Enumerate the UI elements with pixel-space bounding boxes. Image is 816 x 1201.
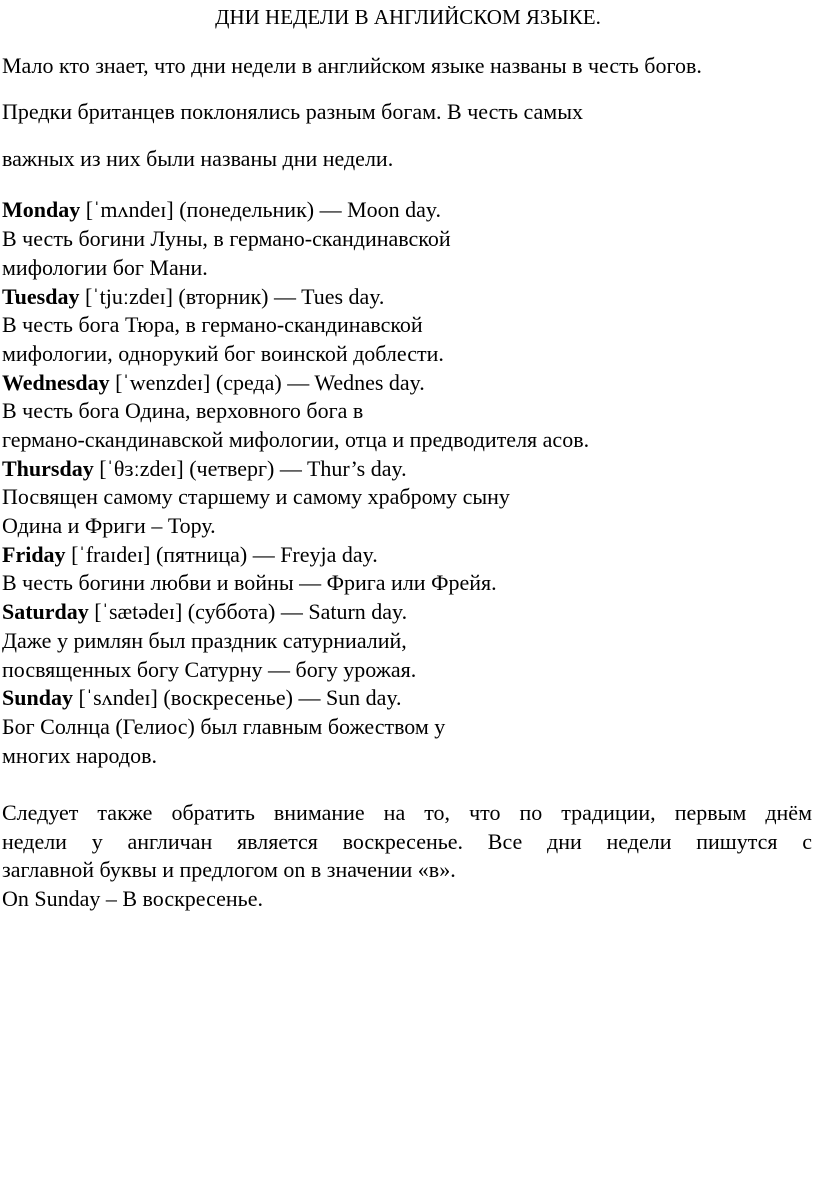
day-name: Monday	[2, 197, 81, 222]
day-description-line: В честь бога Одина, верховного бога в	[2, 398, 364, 423]
day-name: Tuesday	[2, 284, 80, 309]
day-transcription: [ˈsætədeɪ] (суббота) — Saturn day.	[88, 599, 408, 624]
day-name: Friday	[2, 542, 66, 567]
day-heading-sunday	[2, 684, 402, 712]
day-description-line: мифологии бог Мани.	[2, 255, 208, 280]
day-description-line: Даже у римлян был праздник сатурниалий,	[2, 628, 407, 653]
day-heading-thursday	[2, 455, 407, 483]
day-transcription: [ˈtjuːzdeɪ] (вторник) — Tues day.	[79, 284, 385, 309]
day-transcription: [ˈmʌndeɪ] (понедельник) — Moon day.	[80, 197, 441, 222]
day-name: Thursday	[2, 456, 94, 481]
day-description-line: В честь богини Луны, в германо-скандинавской	[2, 226, 451, 251]
day-heading-friday	[2, 541, 378, 569]
intro-line-1: Мало кто знает, что дни недели в английском языке названы в честь богов.	[2, 53, 702, 78]
outro-line-2: недели у англичан является воскресенье. Все дни недели пишутся с	[2, 829, 812, 854]
day-heading-saturday	[2, 598, 407, 626]
day-description-line: посвященных богу Сатурну — богу урожая.	[2, 657, 417, 682]
day-transcription: [ˈwenzdeɪ] (среда) — Wednes day.	[109, 370, 425, 395]
outro-line-1: Следует также обратить внимание на то, что по традиции, первым днём	[2, 800, 812, 825]
day-heading-tuesday	[2, 283, 384, 311]
day-name: Sunday	[2, 685, 73, 710]
intro-line-3: важных из них были названы дни недели.	[2, 146, 394, 171]
day-description-line: Посвящен самому старшему и самому храброму сыну	[2, 484, 510, 509]
day-description-line: В честь бога Тюра, в германо-скандинавской	[2, 312, 423, 337]
day-description-line: Бог Солнца (Гелиос) был главным божеством у	[2, 714, 446, 739]
outro-example: On Sunday – В воскресенье.	[2, 886, 263, 911]
page-title: ДНИ НЕДЕЛИ В АНГЛИЙСКОМ ЯЗЫКЕ.	[215, 5, 601, 29]
intro-line-2: Предки британцев поклонялись разным богам. В честь самых	[2, 99, 584, 124]
day-heading-wednesday	[2, 369, 425, 397]
day-transcription: [ˈsʌndeɪ] (воскресенье) — Sun day.	[72, 685, 402, 710]
day-name: Saturday	[2, 599, 89, 624]
day-description-line: В честь богини любви и войны — Фрига или Фрейя.	[2, 570, 497, 595]
day-name: Wednesday	[2, 370, 110, 395]
outro-line-3: заглавной буквы и предлогом on в значении «в».	[2, 857, 456, 882]
day-heading-monday	[2, 196, 441, 224]
day-description-line: Одина и Фриги – Тору.	[2, 513, 216, 538]
day-transcription: [ˈfraɪdeɪ] (пятница) — Freyja day.	[65, 542, 378, 567]
day-description-line: многих народов.	[2, 743, 157, 768]
day-description-line: германо-скандинавской мифологии, отца и предводителя асов.	[2, 427, 590, 452]
day-description-line: мифологии, однорукий бог воинской доблести.	[2, 341, 444, 366]
day-transcription: [ˈθɜːzdeɪ] (четверг) — Thur’s day.	[93, 456, 407, 481]
